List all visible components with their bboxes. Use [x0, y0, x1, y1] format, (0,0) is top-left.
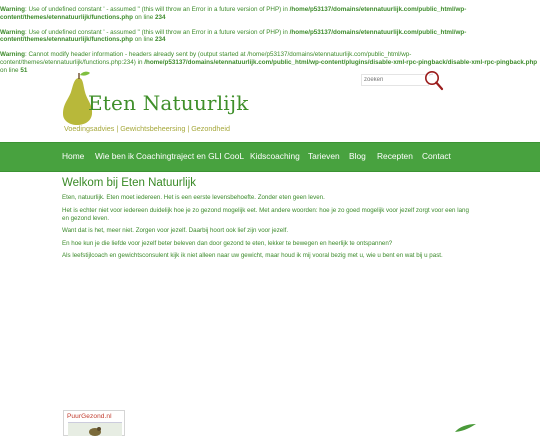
- nav-item-tarieven[interactable]: Tarieven: [308, 151, 340, 161]
- logo-tagline: Voedingsadvies | Gewichtsbeheersing | Gezondheid: [64, 124, 230, 133]
- warning-path: /home/p53137/domains/etennatuurlijk.com/public_html/wp-content/themes/etennatuurlijk/functions.php: [0, 28, 467, 44]
- content-paragraph: En hoe kun je die liefde voor jezelf beter beleven dan door gezond te eten, lekker te bewegen en heerlijk te ontspannen?: [62, 239, 393, 247]
- badge-text-part: PuurG: [67, 413, 87, 420]
- warning-text: : Use of undefined constant ' - assumed '' (this will throw an Error in a future version of PHP) in: [24, 6, 290, 13]
- main-nav: [0, 142, 540, 172]
- nav-item-coachingtraject[interactable]: Coachingtraject en GLI CooL: [136, 151, 245, 161]
- content-paragraph: Als leefstijlcoach en gewichtsconsulent kijk ik niet alleen naar uw gewicht, maar houd ik mij vooral bezig met u, wie u bent en wat bij u past.: [62, 252, 443, 260]
- content-paragraph: Het is echter niet voor iedereen duidelijk hoe je zo gezond mogelijk eet. Met andere woorden: hoe je zo goed mogelijk voor jezelf zorgt voor een lang en gezond leven.: [62, 206, 469, 222]
- warning-line: 51: [20, 66, 28, 74]
- leaf-icon: [455, 424, 477, 432]
- bird-icon: [68, 424, 122, 436]
- warning-text: : Use of undefined constant ' - assumed '' (this will throw an Error in a future version of PHP) in: [24, 28, 290, 36]
- badge-text: [67, 413, 112, 420]
- warning-line-prefix: on line: [0, 66, 21, 74]
- warning-label: Warning: [0, 28, 25, 36]
- warning-line-prefix: on line: [132, 13, 156, 21]
- page-title: Welkom bij Eten Natuurlijk: [62, 177, 197, 189]
- search-input[interactable]: [361, 74, 429, 86]
- logo-title: Eten Natuurlijk: [88, 91, 249, 115]
- warning-path: /home/p53137/domains/etennatuurlijk.com/public_html/wp-content/themes/etennatuurlijk/functions.php: [0, 6, 467, 21]
- site-logo[interactable]: [62, 70, 249, 136]
- nav-item-blog[interactable]: Blog: [349, 151, 366, 161]
- warning-label: Warning: [0, 6, 25, 13]
- badge-image: [68, 422, 122, 436]
- php-warning: [0, 6, 540, 21]
- puurgezond-badge[interactable]: [63, 410, 125, 436]
- php-warning: [0, 29, 540, 44]
- page-content: [62, 194, 472, 265]
- warning-line: 234: [155, 36, 166, 44]
- content-paragraph: Want dat is het, meer niet. Zorgen voor jezelf. Daarbij hoort ook lief zijn voor jezelf.: [62, 227, 289, 235]
- search-icon[interactable]: [424, 70, 444, 92]
- nav-item-contact[interactable]: Contact: [422, 151, 451, 161]
- nav-item-home[interactable]: Home: [62, 151, 85, 161]
- warning-line: 234: [155, 13, 166, 21]
- nav-item-kidscoaching[interactable]: Kidscoaching: [250, 151, 300, 161]
- warning-line-prefix: on line: [132, 36, 156, 44]
- content-paragraph: Eten, natuurlijk. Eten moet iedereen. Het is een eerste levensbehoefte. Zonder eten geen leven.: [62, 194, 325, 201]
- badge-text-part: ezond.nl: [86, 413, 112, 420]
- nav-item-wie-ben-ik[interactable]: Wie ben ik: [95, 151, 135, 161]
- nav-item-recepten[interactable]: Recepten: [377, 151, 413, 161]
- warning-label: Warning: [0, 51, 25, 59]
- warning-path: /home/p53137/domains/etennatuurlijk.com/public_html/wp-content/plugins/disable-xml-rpc-pingback/disable-xml-rpc-pingback.php: [144, 58, 538, 66]
- warning-text: : Cannot modify header information - headers already sent by (output started at /home/p53137/domains/etennatuurlijk.com/public_html/wp-content/themes/etennatuurlijk/functions.php:234) in: [0, 51, 412, 66]
